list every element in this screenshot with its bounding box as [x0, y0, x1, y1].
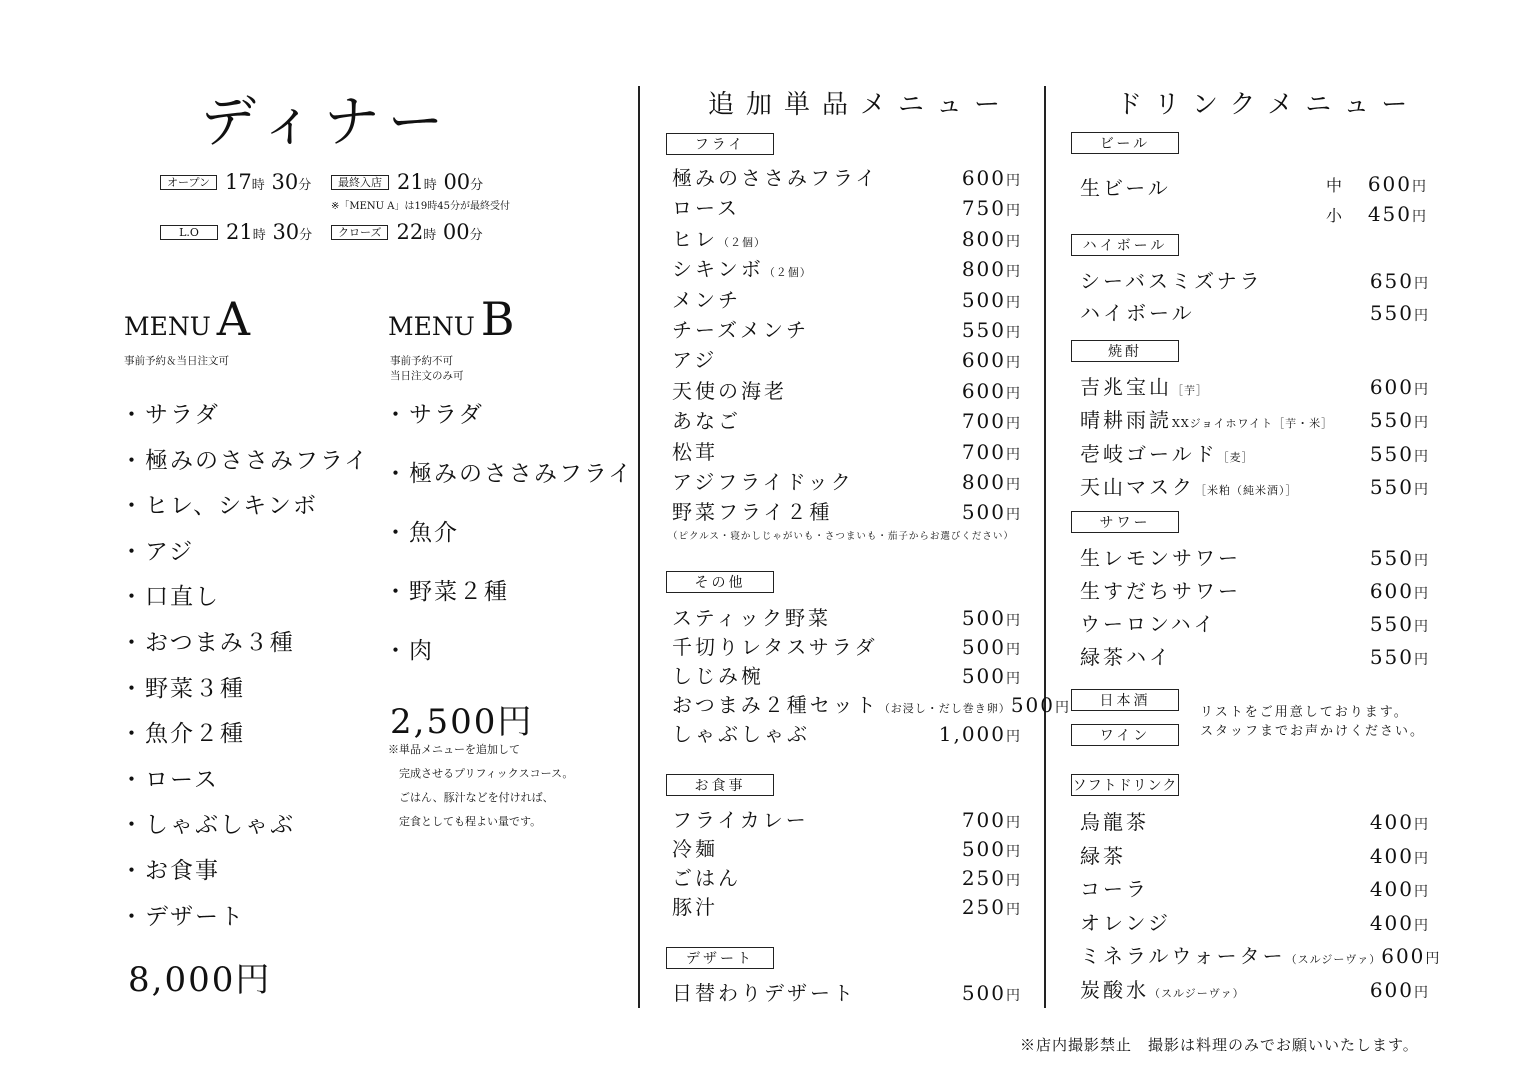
- other-item-price: 500円: [961, 635, 1022, 659]
- menu-b-item: ・極みのささみフライ: [384, 461, 634, 487]
- soft-item-price: 400円: [1369, 810, 1430, 834]
- meal-item-name: ごはん: [672, 866, 741, 890]
- menu-b-item: ・魚介: [384, 520, 459, 546]
- sour-item-name: 生レモンサワー: [1080, 546, 1241, 570]
- meal-item-row: [672, 804, 1022, 833]
- sour-item-price: 550円: [1369, 612, 1430, 636]
- meal-item-name: 冷麺: [672, 837, 718, 861]
- fry-item-price: 550円: [961, 318, 1022, 342]
- menu-a-item: ・しゃぶしゃぶ: [120, 812, 295, 839]
- sour-item-row: [1080, 608, 1430, 637]
- meal-item-row: [672, 891, 1022, 920]
- sour-item-row: [1080, 575, 1430, 604]
- shochu-item-price: 550円: [1369, 441, 1430, 466]
- menu-a-item: ・野菜３種: [120, 675, 245, 702]
- soft-item-row: [1080, 940, 1442, 969]
- menu-b-note-2: 当日注文のみ可: [390, 370, 464, 382]
- section-tag-other: その他: [666, 571, 774, 593]
- fry-item-name: ロース: [672, 196, 740, 221]
- shochu-item-row: [1080, 471, 1430, 500]
- menu-b-heading: MENU B: [388, 292, 515, 346]
- fry-item-price: 800円: [961, 470, 1022, 494]
- other-item-price: 1,000円: [938, 722, 1022, 746]
- fry-item-row: [672, 253, 1022, 282]
- other-item-price: 500円: [1010, 693, 1071, 717]
- alacarte-title: 追加単品メニュー: [708, 90, 1013, 120]
- other-item-name: しゃぶしゃぶ: [672, 722, 810, 746]
- fry-item-price: 800円: [961, 257, 1022, 282]
- sour-item-name: 生すだちサワー: [1080, 579, 1241, 603]
- shochu-item-price: 600円: [1369, 375, 1430, 399]
- menu-a-item: ・口直し: [120, 584, 220, 611]
- list-note-2: スタッフまでお声かけください。: [1200, 724, 1426, 739]
- other-item-price: 500円: [961, 606, 1022, 630]
- beer-medium-row: 中 600円: [1326, 172, 1428, 196]
- other-item-row: [672, 602, 1022, 631]
- sour-item-price: 600円: [1369, 579, 1430, 603]
- soft-item-row: [1080, 873, 1430, 902]
- footer-note: ※店内撮影禁止 撮影は料理のみでお願いいたします。: [1020, 1036, 1419, 1054]
- menu-b-note-1: 事前予約不可: [390, 355, 453, 367]
- menu-b-price: 2,500円: [390, 702, 534, 742]
- soft-item-price: 400円: [1369, 910, 1430, 935]
- other-item-name: おつまみ２種セット（お浸し・だし巻き卵）: [672, 693, 1011, 717]
- other-item-row: [672, 660, 1022, 689]
- section-tag-shochu: 焼酎: [1071, 340, 1179, 362]
- menu-a-item: ・極みのささみフライ: [120, 447, 370, 474]
- soft-item-name: 炭酸水（スルジーヴァ）: [1080, 978, 1245, 1002]
- shochu-item-name: 晴耕雨読XXジョイホワイト［芋・米］: [1080, 408, 1334, 433]
- meal-item-price: 250円: [961, 895, 1022, 919]
- shochu-item-row: [1080, 438, 1430, 467]
- dessert-item-name: 日替わりデザート: [672, 981, 856, 1005]
- menu-b-item: ・野菜２種: [384, 579, 509, 605]
- fry-item-name: アジ: [672, 348, 718, 373]
- shochu-item-note: XXジョイホワイト［芋・米］: [1172, 417, 1334, 431]
- menu-b-desc-line: ※単品メニューを追加して: [388, 743, 520, 756]
- other-item-row: [672, 631, 1022, 660]
- menu-a-item: ・ヒレ、シキンボ: [120, 493, 318, 520]
- fry-item-row: [672, 344, 1022, 373]
- sour-item-name: ウーロンハイ: [1080, 612, 1217, 636]
- soft-item-note: （スルジーヴァ）: [1149, 987, 1245, 1000]
- highball-item-price: 550円: [1369, 301, 1430, 325]
- soft-item-row: [1080, 974, 1430, 1003]
- column-divider-1: [638, 86, 640, 1008]
- meal-item-price: 500円: [961, 837, 1022, 861]
- soft-item-row: [1080, 907, 1430, 936]
- soft-item-name: オレンジ: [1080, 910, 1171, 935]
- section-tag-dessert: デザート: [666, 947, 774, 969]
- soft-item-note: （スルジーヴァ）: [1285, 953, 1382, 967]
- fry-item-row: [672, 223, 1022, 252]
- meal-item-row: [672, 862, 1022, 891]
- soft-item-name: 緑茶: [1080, 843, 1126, 868]
- fry-item-row: [672, 192, 1022, 221]
- section-tag-wine: ワイン: [1071, 724, 1179, 746]
- shochu-item-note: ［麦］: [1217, 450, 1254, 464]
- shochu-item-row: [1080, 404, 1430, 433]
- fry-item-row: [672, 314, 1022, 343]
- menu-a-item: ・アジ: [120, 538, 195, 565]
- menu-a-item: ・デザート: [120, 903, 245, 930]
- menu-b-item: ・サラダ: [384, 402, 484, 428]
- meal-item-name: 豚汁: [672, 895, 718, 919]
- menu-b-item: ・肉: [384, 638, 434, 664]
- soft-item-price: 400円: [1369, 843, 1430, 868]
- fry-item-note: （２個）: [763, 266, 812, 280]
- menu-a-item: ・サラダ: [120, 402, 220, 428]
- highball-item-row: [1080, 265, 1430, 294]
- other-item-name: スティック野菜: [672, 606, 831, 630]
- fry-item-price: 500円: [961, 287, 1022, 312]
- menu-b-description: [388, 738, 573, 834]
- sour-item-row: [1080, 641, 1430, 670]
- soft-item-name: ミネラルウォーター（スルジーヴァ）: [1080, 944, 1382, 969]
- shochu-item-name: 天山マスク［米粕（純米酒）］: [1080, 474, 1298, 499]
- soft-item-name: コーラ: [1080, 877, 1149, 902]
- fry-item-row: [672, 436, 1022, 465]
- other-item-row: [672, 689, 1071, 718]
- highball-item-name: シーバスミズナラ: [1080, 269, 1263, 293]
- fry-item-row: [672, 496, 1022, 525]
- fry-item-price: 800円: [961, 226, 1022, 251]
- fry-item-row: [672, 284, 1022, 313]
- menu-a-heading: MENU A: [124, 292, 251, 346]
- other-item-row: [672, 718, 1022, 747]
- section-tag-meal: お食事: [666, 774, 774, 796]
- sour-item-price: 550円: [1369, 546, 1430, 570]
- fry-item-price: 700円: [961, 409, 1022, 434]
- dessert-item-row: [672, 977, 1022, 1006]
- menu-a-item: ・ロース: [120, 766, 219, 793]
- section-tag-soft: ソフトドリンク: [1071, 774, 1179, 796]
- menu-a-price: 8,000円: [128, 960, 272, 1000]
- soft-item-row: [1080, 806, 1430, 835]
- fry-item-row: [672, 162, 1022, 191]
- sour-item-price: 550円: [1369, 645, 1430, 669]
- close-tag: クローズ: [331, 225, 388, 240]
- hours-row-2: L.O 21 時 30 分: [160, 220, 312, 244]
- list-note-1: リストをご用意しております。: [1200, 705, 1409, 720]
- fry-item-name: シキンボ（２個）: [672, 257, 812, 282]
- soft-item-price: 600円: [1381, 944, 1442, 969]
- column-divider-2: [1044, 86, 1046, 1008]
- page-title: ディナー: [200, 90, 452, 155]
- other-item-price: 500円: [961, 664, 1022, 688]
- veg-fry-note: （ピクルス・寝かしじゃがいも・さつまいも・茄子からお選びください）: [668, 531, 1014, 542]
- menu-a-note: 事前予約＆当日注文可: [124, 355, 229, 367]
- sour-item-row: [1080, 542, 1430, 571]
- meal-item-row: [672, 833, 1022, 862]
- drinks-title: ドリンクメニュー: [1116, 90, 1420, 120]
- other-item-note: （お浸し・だし巻き卵）: [878, 702, 1011, 715]
- fry-item-row: [672, 466, 1022, 495]
- fry-item-price: 500円: [961, 500, 1022, 525]
- other-item-name: しじみ椀: [672, 664, 764, 688]
- fry-item-row: [672, 405, 1022, 434]
- menu-b-list: [384, 396, 633, 691]
- shochu-item-name: 吉兆宝山［芋］: [1080, 375, 1208, 399]
- menu-a-item: ・おつまみ３種: [120, 629, 295, 656]
- section-tag-beer: ビール: [1071, 132, 1179, 154]
- fry-item-name: 天使の海老: [672, 378, 787, 403]
- meal-item-price: 250円: [961, 866, 1022, 890]
- fry-item-name: あなご: [672, 409, 741, 434]
- soft-item-price: 600円: [1369, 978, 1430, 1002]
- hours-last-entry: 最終入店 21 時 00 分: [331, 170, 483, 194]
- menu-b-desc-line: 定食としても程よい量です。: [388, 815, 542, 828]
- menu-a-list: [120, 396, 369, 943]
- menu-a-item: ・お食事: [120, 857, 220, 884]
- dessert-item-price: 500円: [961, 981, 1022, 1005]
- menu-a-deadline-note: ※「MENU A」は19時45分が最終受付: [331, 201, 510, 212]
- beer-small-row: 小 450円: [1326, 202, 1428, 226]
- meal-item-name: フライカレー: [672, 808, 809, 832]
- fry-item-price: 700円: [961, 439, 1022, 464]
- fry-item-note: （２個）: [718, 235, 766, 249]
- meal-item-price: 700円: [961, 808, 1022, 832]
- fry-item-price: 600円: [961, 348, 1022, 373]
- fry-item-name: 極みのささみフライ: [672, 166, 879, 190]
- soft-item-price: 400円: [1369, 877, 1430, 902]
- menu-a-item: ・魚介２種: [120, 721, 245, 748]
- hours-close: クローズ 22 時 00 分: [331, 220, 483, 244]
- fry-item-name: メンチ: [672, 287, 741, 312]
- menu-b-desc-line: 完成させるプリフィックスコース。: [388, 767, 574, 780]
- other-item-name: 千切りレタスサラダ: [672, 635, 878, 659]
- fry-item-name: チーズメンチ: [672, 318, 809, 342]
- fry-item-price: 750円: [961, 196, 1022, 221]
- section-tag-sake: 日本酒: [1071, 689, 1179, 711]
- highball-item-price: 650円: [1369, 269, 1430, 293]
- highball-item-name: ハイボール: [1080, 301, 1195, 325]
- sour-item-name: 緑茶ハイ: [1080, 645, 1172, 669]
- shochu-item-price: 550円: [1369, 474, 1430, 499]
- soft-item-row: [1080, 840, 1430, 869]
- fry-item-name: アジフライドック: [672, 470, 854, 494]
- shochu-item-note: ［米粕（純米酒）］: [1195, 483, 1298, 497]
- section-tag-highball: ハイボール: [1071, 234, 1179, 256]
- hours-row-1: オープン 17 時 30 分: [160, 170, 311, 194]
- shochu-item-name: 壱岐ゴールド［麦］: [1080, 441, 1254, 466]
- lo-tag: L.O: [160, 225, 218, 240]
- fry-item-price: 600円: [961, 166, 1022, 190]
- soft-item-name: 烏龍茶: [1080, 810, 1149, 834]
- section-tag-sour: サワー: [1071, 511, 1179, 533]
- fry-item-name: ヒレ（２個）: [672, 226, 766, 251]
- beer-name: 生ビール: [1080, 176, 1171, 200]
- fry-item-name: 松茸: [672, 439, 718, 464]
- shochu-item-note: ［芋］: [1172, 384, 1208, 397]
- fry-item-row: [672, 375, 1022, 404]
- menu-b-desc-line: ごはん、豚汁などを付ければ、: [388, 791, 554, 804]
- fry-item-price: 600円: [961, 378, 1022, 403]
- open-tag: オープン: [160, 175, 217, 190]
- shochu-item-row: [1080, 371, 1430, 400]
- shochu-item-price: 550円: [1369, 408, 1430, 433]
- last-entry-tag: 最終入店: [331, 175, 389, 190]
- section-tag-fry: フライ: [666, 133, 774, 155]
- highball-item-row: [1080, 297, 1430, 326]
- fry-item-name: 野菜フライ２種: [672, 500, 833, 525]
